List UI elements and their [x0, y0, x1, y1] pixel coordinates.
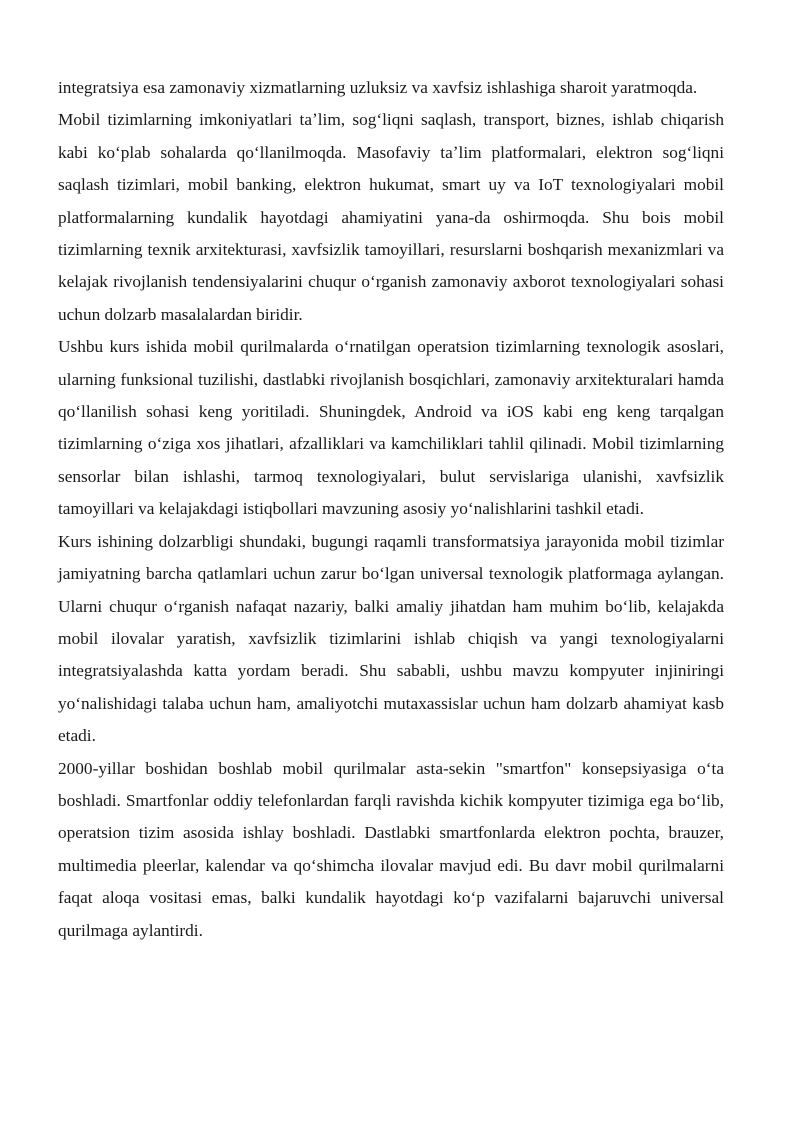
paragraph-course-scope: Ushbu kurs ishida mobil qurilmalarda oʻrnatilgan operatsion tizimlarning texnologik asoslari, ularning funksional tuzilishi, dastlabki rivojlanish bosqichlari, zamonaviy arxitekturalari hamda qoʻllanilish sohasi keng yoritiladi. Shuningdek, Android va iOS kabi eng keng tarqalgan tizimlarning oʻziga xos jihatlari, afzalliklari va kamchiliklari tahlil qilinadi. Mobil tizimlarning sensorlar bilan ishlashi, tarmoq texnologiyalari, bulut servislariga ulanishi, xavfsizlik tamoyillari va kelajakdagi istiqbollari mavzuning asosiy yoʻnalishlarini tashkil etadi.	[58, 337, 724, 519]
paragraph-relevance: Kurs ishining dolzarbligi shundaki, bugungi raqamli transformatsiya jarayonida mobil tizimlar jamiyatning barcha qatlamlari uchun zarur boʻlgan universal texnologik platformaga aylangan. Ularni chuqur oʻrganish nafaqat nazariy, balki amaliy jihatdan ham muhim boʻlib, kelajakda mobil ilovalar yaratish, xavfsizlik tizimlarini ishlab chiqish va yangi texnologiyalarni integratsiyalashda katta yordam beradi. Shu sababli, ushbu mavzu kompyuter injiniringi yoʻnalishidagi talaba uchun ham, amaliyotchi mutaxassislar uchun ham dolzarb ahamiyat kasb etadi.	[58, 531, 724, 746]
document-body	[58, 72, 724, 947]
paragraph-mobile-capabilities: Mobil tizimlarning imkoniyatlari taʼlim, sogʻliqni saqlash, transport, biznes, ishlab chiqarish kabi koʻplab sohalarda qoʻllanilmoqda. Masofaviy taʼlim platformalari, elektron sogʻliqni saqlash tizimlari, mobil banking, elektron hukumat, smart uy va IoT texnologiyalari mobil platformalarning kundalik hayotdagi ahamiyatini yana-da oshirmoqda. Shu bois mobil tizimlarning texnik arxitekturasi, xavfsizlik tamoyillari, resurslarni boshqarish mexanizmlari va kelajak rivojlanish tendensiyalarini chuqur oʻrganish zamonaviy axborot texnologiyalari sohasi uchun dolzarb masalalardan biridir.	[58, 110, 724, 324]
paragraph-smartphone-history: 2000-yillar boshidan boshlab mobil qurilmalar asta-sekin "smartfon" konsepsiyasiga oʻta boshladi. Smartfonlar oddiy telefonlardan farqli ravishda kichik kompyuter tizimiga ega boʻlib, operatsion tizim asosida ishlay boshladi. Dastlabki smartfonlarda elektron pochta, brauzer, multimedia pleerlar, kalendar va qoʻshimcha ilovalar mavjud edi. Bu davr mobil qurilmalarni faqat aloqa vositasi emas, balki kundalik hayotdagi koʻp vazifalarni bajaruvchi universal qurilmaga aylantirdi.	[58, 758, 724, 940]
paragraph-continuation: integratsiya esa zamonaviy xizmatlarning uzluksiz va xavfsiz ishlashiga sharoit yaratmoqda.	[58, 78, 698, 97]
